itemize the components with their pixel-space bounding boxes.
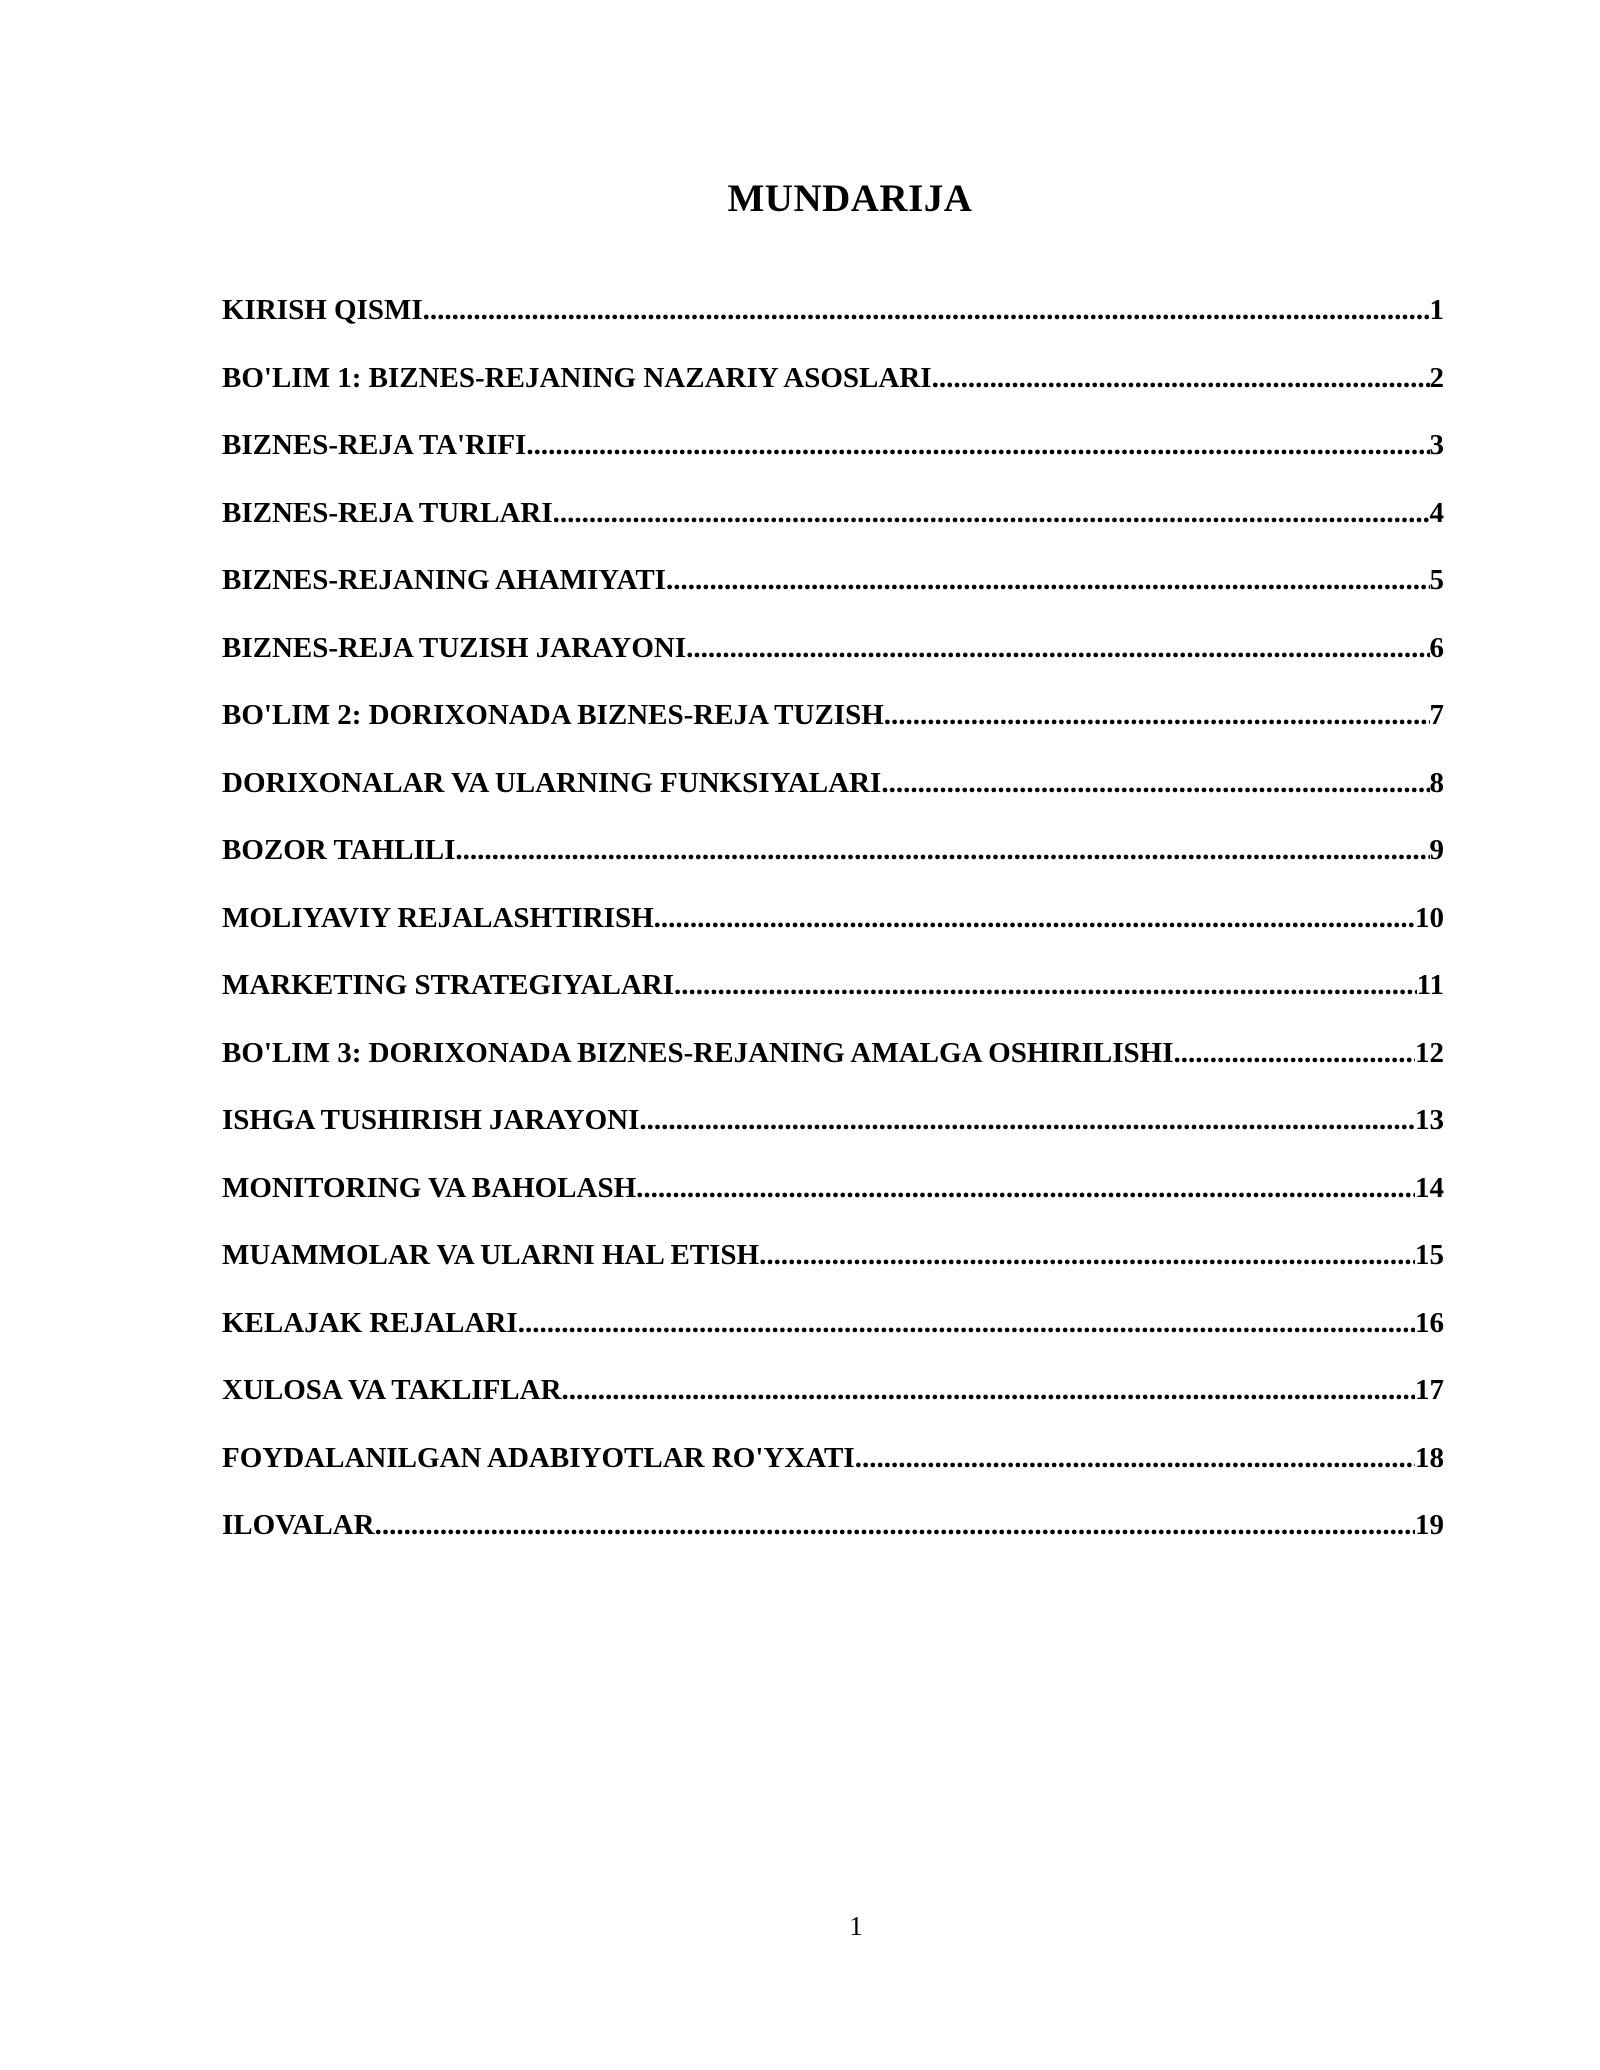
toc-dot-leader	[518, 1303, 1415, 1343]
table-of-contents	[222, 290, 1444, 1573]
toc-entry-title: BO'LIM 2: DORIXONADA BIZNES-REJA TUZISH	[222, 699, 884, 731]
toc-entry[interactable]	[222, 1100, 1444, 1168]
toc-entry[interactable]	[222, 493, 1444, 561]
toc-entry-title: MUAMMOLAR VA ULARNI HAL ETISH	[222, 1239, 760, 1271]
toc-entry-page: 15	[1415, 1239, 1444, 1271]
toc-entry-title: KELAJAK REJALARI	[222, 1306, 518, 1339]
toc-dot-leader	[654, 898, 1415, 938]
toc-entry-title: DORIXONALAR VA ULARNING FUNKSIYALARI	[222, 766, 882, 799]
toc-entry[interactable]	[222, 830, 1444, 898]
toc-entry[interactable]	[222, 560, 1444, 628]
toc-entry-page: 13	[1415, 1104, 1444, 1136]
toc-entry-title: BIZNES-REJA TUZISH JARAYONI	[222, 631, 687, 664]
toc-entry-page: 18	[1415, 1441, 1444, 1474]
toc-dot-leader	[884, 695, 1430, 735]
toc-dot-leader	[553, 493, 1430, 533]
toc-entry-title: BO'LIM 1: BIZNES-REJANING NAZARIY ASOSLARI	[222, 361, 932, 394]
toc-entry-page: 2	[1429, 361, 1444, 394]
toc-entry[interactable]	[222, 1438, 1444, 1506]
toc-dot-leader	[881, 763, 1429, 803]
toc-entry-page: 11	[1416, 969, 1444, 1001]
toc-entry-page: 9	[1429, 834, 1444, 866]
toc-dot-leader	[375, 1505, 1415, 1545]
toc-entry-title: MONITORING VA BAHOLASH	[222, 1171, 637, 1204]
toc-entry[interactable]	[222, 358, 1444, 426]
toc-entry[interactable]	[222, 1303, 1444, 1371]
toc-entry[interactable]	[222, 965, 1444, 1033]
toc-entry-title: BO'LIM 3: DORIXONADA BIZNES-REJANING AMALGA OSHIRILISHI	[222, 1036, 1174, 1069]
toc-dot-leader	[759, 1235, 1415, 1275]
toc-entry-page: 5	[1429, 564, 1444, 596]
toc-dot-leader	[855, 1438, 1415, 1478]
toc-dot-leader	[636, 1168, 1415, 1208]
toc-entry-title: MOLIYAVIY REJALASHTIRISH	[222, 901, 654, 934]
toc-dot-leader	[639, 1100, 1415, 1140]
toc-entry-title: MARKETING STRATEGIYALARI	[222, 969, 675, 1001]
toc-dot-leader	[932, 358, 1430, 398]
toc-entry[interactable]	[222, 628, 1444, 696]
toc-entry[interactable]	[222, 1235, 1444, 1303]
toc-entry[interactable]	[222, 1033, 1444, 1101]
toc-entry-page: 16	[1415, 1306, 1444, 1339]
toc-entry-page: 10	[1415, 901, 1444, 934]
toc-entry-title: BIZNES-REJANING AHAMIYATI	[222, 564, 666, 596]
toc-entry[interactable]	[222, 1505, 1444, 1573]
toc-dot-leader	[666, 560, 1430, 600]
page-number: 1	[849, 1911, 863, 1941]
toc-entry-page: 14	[1415, 1171, 1444, 1204]
toc-entry-page: 12	[1415, 1036, 1444, 1069]
toc-entry-page: 7	[1429, 699, 1444, 731]
toc-entry[interactable]	[222, 898, 1444, 966]
toc-entry-page: 1	[1429, 294, 1444, 326]
toc-dot-leader	[423, 290, 1430, 330]
toc-entry[interactable]	[222, 695, 1444, 763]
toc-entry-title: FOYDALANILGAN ADABIYOTLAR RO'YXATI	[222, 1441, 855, 1474]
toc-entry-page: 4	[1429, 496, 1444, 529]
toc-entry-title: ISHGA TUSHIRISH JARAYONI	[222, 1104, 640, 1136]
toc-dot-leader	[1174, 1033, 1415, 1073]
toc-dot-leader	[455, 830, 1429, 870]
toc-entry[interactable]	[222, 1168, 1444, 1236]
toc-dot-leader	[526, 425, 1429, 465]
toc-entry-page: 19	[1415, 1509, 1444, 1541]
toc-entry-page: 8	[1429, 766, 1444, 799]
toc-entry-title: ILOVALAR	[222, 1509, 375, 1541]
toc-dot-leader	[686, 628, 1429, 668]
toc-entry-title: XULOSA VA TAKLIFLAR	[222, 1374, 562, 1406]
toc-entry-title: BOZOR TAHLILI	[222, 834, 456, 866]
toc-entry-page: 6	[1429, 631, 1444, 664]
toc-entry-title: BIZNES-REJA TA'RIFI	[222, 429, 527, 461]
toc-entry-page: 17	[1415, 1374, 1444, 1406]
toc-entry[interactable]	[222, 763, 1444, 831]
toc-entry-title: KIRISH QISMI	[222, 294, 423, 326]
toc-entry[interactable]	[222, 290, 1444, 358]
toc-entry-page: 3	[1429, 429, 1444, 461]
toc-dot-leader	[562, 1370, 1415, 1410]
page-title: MUNDARIJA	[727, 177, 973, 221]
toc-entry[interactable]	[222, 425, 1444, 493]
toc-entry[interactable]	[222, 1370, 1444, 1438]
toc-entry-title: BIZNES-REJA TURLARI	[222, 496, 553, 529]
toc-dot-leader	[674, 965, 1417, 1005]
